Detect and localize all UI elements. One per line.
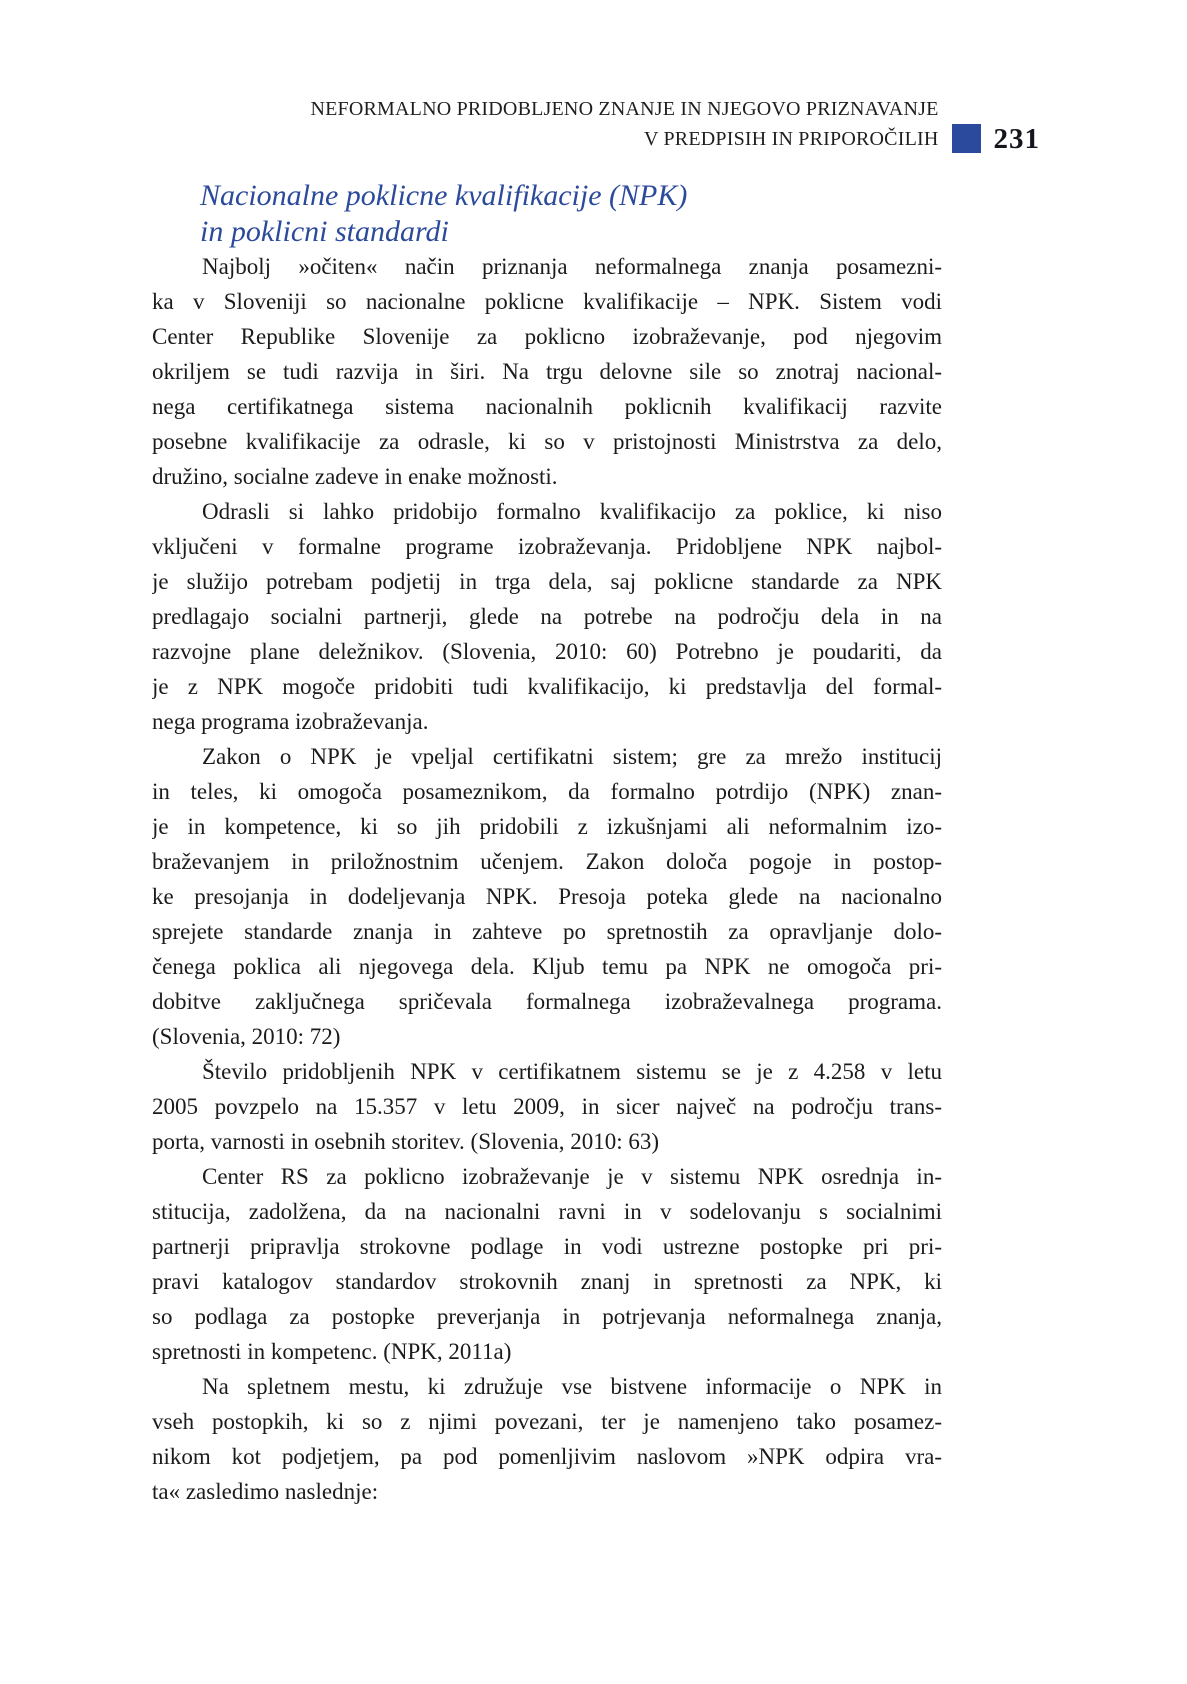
text-line: Center RS za poklicno izobraževanje je v sistemu NPK osrednja in- — [202, 1164, 942, 1189]
text-line: nega certifikatnega sistema nacionalnih poklicnih kvalifikacij razvite — [152, 394, 942, 419]
running-header-line2: V PREDPISIH IN PRIPOROČILIH — [643, 128, 939, 150]
text-line: Odrasli si lahko pridobijo formalno kvalifikacijo za poklice, ki niso — [202, 499, 942, 524]
running-header-text — [310, 94, 938, 154]
body-text — [152, 249, 942, 1509]
section-heading — [200, 178, 687, 250]
text-line: je z NPK mogoče pridobiti tudi kvalifikacijo, ki predstavlja del formal- — [152, 674, 942, 699]
running-header — [310, 94, 1040, 154]
text-line: Zakon o NPK je vpeljal certifikatni sistem; gre za mrežo institucij — [202, 744, 942, 769]
text-line: vseh postopkih, ki so z njimi povezani, ter je namenjeno tako posamez- — [152, 1409, 942, 1434]
text-line: Število pridobljenih NPK v certifikatnem sistemu se je z 4.258 v letu — [202, 1059, 942, 1084]
text-line: (Slovenia, 2010: 72) — [152, 1024, 341, 1049]
text-line: predlagajo socialni partnerji, glede na potrebe na področju dela in na — [152, 604, 942, 629]
text-line: ta« zasledimo naslednje: — [152, 1479, 379, 1504]
text-line: ke presojanja in dodeljevanja NPK. Presoja poteka glede na nacionalno — [152, 884, 942, 909]
text-line: spretnosti in kompetenc. (NPK, 2011a) — [152, 1339, 512, 1364]
paragraph — [152, 249, 942, 494]
text-line: Center Republike Slovenije za poklicno izobraževanje, pod njegovim — [152, 324, 942, 349]
paragraph — [152, 739, 942, 1054]
section-heading-line1: Nacionalne poklicne kvalifikacije (NPK) — [200, 179, 688, 212]
text-line: okriljem se tudi razvija in širi. Na trgu delovne sile so znotraj nacional- — [152, 359, 942, 384]
text-line: razvojne plane deležnikov. (Slovenia, 2010: 60) Potrebno je poudariti, da — [152, 639, 942, 664]
text-line: so podlaga za postopke preverjanja in potrjevanja neformalnega znanja, — [152, 1304, 942, 1329]
text-line: nikom kot podjetjem, pa pod pomenljivim naslovom »NPK odpira vra- — [152, 1444, 942, 1469]
running-header-line1: NEFORMALNO PRIDOBLJENO ZNANJE IN NJEGOVO PRIZNAVANJE — [310, 98, 939, 120]
text-line: posebne kvalifikacije za odrasle, ki so v pristojnosti Ministrstva za delo, — [152, 429, 942, 454]
page-marker-square — [952, 124, 981, 153]
text-line: pravi katalogov standardov strokovnih znanj in spretnosti za NPK, ki — [152, 1269, 942, 1294]
text-line: sprejete standarde znanja in zahteve po spretnostih za opravljanje dolo- — [152, 919, 942, 944]
text-line: Najbolj »očiten« način priznanja neformalnega znanja posamezni- — [202, 254, 942, 279]
paragraph — [152, 1159, 942, 1369]
text-line: in teles, ki omogoča posameznikom, da formalno potrdijo (NPK) znan- — [152, 779, 942, 804]
paragraph — [152, 1369, 942, 1509]
paragraph — [152, 494, 942, 739]
text-line: vključeni v formalne programe izobraževanja. Pridobljene NPK najbol- — [152, 534, 942, 559]
text-line: dobitve zaključnega spričevala formalnega izobraževalnega programa. — [152, 989, 942, 1014]
text-line: ka v Sloveniji so nacionalne poklicne kvalifikacije – NPK. Sistem vodi — [152, 289, 942, 314]
text-line: 2005 povzpelo na 15.357 v letu 2009, in sicer največ na področju trans- — [152, 1094, 942, 1119]
text-line: porta, varnosti in osebnih storitev. (Slovenia, 2010: 63) — [152, 1129, 659, 1154]
text-line: Na spletnem mestu, ki združuje vse bistvene informacije o NPK in — [202, 1374, 942, 1399]
text-line: nega programa izobraževanja. — [152, 709, 429, 734]
text-line: stitucija, zadolžena, da na nacionalni ravni in v sodelovanju s socialnimi — [152, 1199, 942, 1224]
paragraph — [152, 1054, 942, 1159]
page-number: 231 — [993, 123, 1040, 155]
text-line: je in kompetence, ki so jih pridobili z izkušnjami ali neformalnim izo- — [152, 814, 942, 839]
text-line: partnerji pripravlja strokovne podlage in vodi ustrezne postopke pri pri- — [152, 1234, 942, 1259]
text-line: braževanjem in priložnostnim učenjem. Zakon določa pogoje in postop- — [152, 849, 942, 874]
section-heading-line2: in poklicni standardi — [200, 215, 449, 248]
text-line: družino, socialne zadeve in enake možnosti. — [152, 464, 558, 489]
text-line: čenega poklica ali njegovega dela. Kljub temu pa NPK ne omogoča pri- — [152, 954, 942, 979]
text-line: je služijo potrebam podjetij in trga dela, saj poklicne standarde za NPK — [152, 569, 942, 594]
